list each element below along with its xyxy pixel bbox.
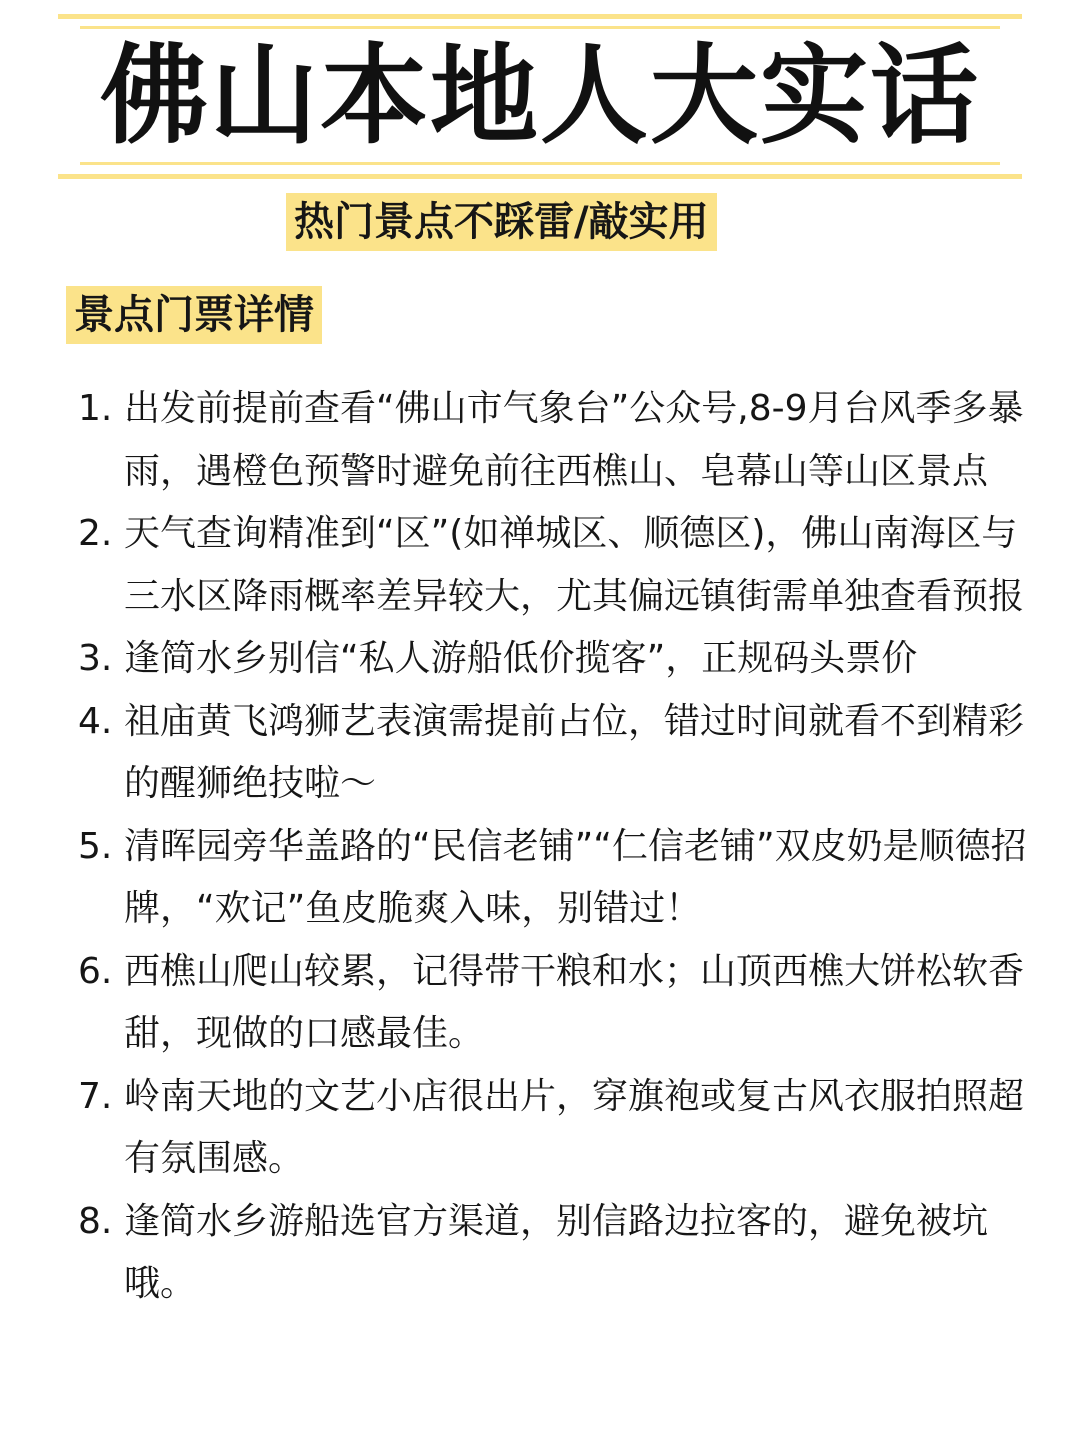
tip-text: 岭南天地的文艺小店很出片，穿旗袍或复古风衣服拍照超有氛围感。 [124,1075,1025,1179]
page-subtitle: 热门景点不踩雷/敲实用 [286,193,717,251]
header-rule-top [58,14,1022,19]
tip-number: 4. [78,700,113,742]
header-rule-bottom [58,174,1022,179]
tip-text: 逢简水乡游船选官方渠道，别信路边拉客的，避免被坑哦。 [124,1200,989,1304]
header-banner [58,14,1022,180]
tip-item-4 [78,691,1038,816]
header-rule-bottom-inner [80,162,1000,165]
tip-number: 1. [78,388,113,429]
tip-text: 祖庙黄飞鸿狮艺表演需提前占位，错过时间就看不到精彩的醒狮绝技啦～ [124,700,1025,804]
tip-text: 清晖园旁华盖路的“民信老铺”“仁信老铺”双皮奶是顺德招牌，“欢记”鱼皮脆爽入味，别错过！ [124,825,1027,929]
tip-item-1 [78,378,1038,503]
tip-number: 3. [78,638,113,679]
tip-item-3 [78,628,1038,691]
tip-text: 天气查询精准到“区”(如禅城区、顺德区)，佛山南海区与三水区降雨概率差异较大，尤其偏远镇街需单独查看预报 [124,513,1025,617]
page-title: 佛山本地人大实话 [99,34,980,159]
tips-list [78,378,1038,1316]
tip-text: 逢简水乡别信“私人游船低价揽客”，正规码头票价 [124,638,918,679]
tip-number: 7. [78,1075,113,1117]
header-rule-top-inner [80,26,1000,29]
tip-item-5 [78,816,1038,941]
tip-item-2 [78,503,1038,628]
tip-item-8 [78,1191,1038,1316]
tip-item-7 [78,1066,1038,1191]
tip-text: 出发前提前查看“佛山市气象台”公众号,8-9月台风季多暴雨，遇橙色预警时避免前往西樵山、皂幕山等山区景点 [124,388,1024,492]
tip-text: 西樵山爬山较累，记得带干粮和水；山顶西樵大饼松软香甜，现做的口感最佳。 [124,950,1025,1054]
tip-number: 8. [78,1200,113,1242]
tip-number: 2. [78,513,113,554]
tip-item-6 [78,941,1038,1066]
tip-number: 5. [78,825,113,867]
section-title: 景点门票详情 [66,286,322,344]
tip-number: 6. [78,950,113,992]
